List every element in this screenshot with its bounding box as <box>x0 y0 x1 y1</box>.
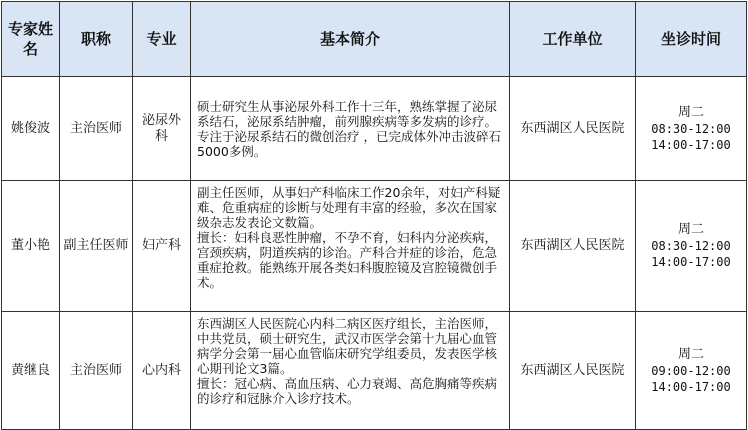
header-bio: 基本简介 <box>191 2 510 77</box>
expert-schedule-table <box>1 1 747 430</box>
expert-bio <box>191 181 510 312</box>
expert-name: 姚俊波 <box>2 77 60 181</box>
bio-paragraph: 硕士研究生从事泌尿外科工作十三年，熟练掌握了泌尿系结石，泌尿系结肿瘤，前列腺疾病等多发病的诊疗。专注于泌尿系结石的微创治疗 ，已完成体外冲击波碎石5000多例。 <box>197 98 501 159</box>
schedule-slot-morning: 08:30-12:00 <box>651 239 731 253</box>
expert-schedule <box>636 312 747 430</box>
expert-bio <box>191 77 510 181</box>
table-body <box>2 77 747 430</box>
title-text: 副主任医师 <box>63 238 129 253</box>
header-specialty: 专业 <box>133 2 191 77</box>
header-schedule: 坐诊时间 <box>636 2 747 77</box>
schedule-slot-afternoon: 14:00-17:00 <box>651 137 731 152</box>
expert-specialty <box>133 77 191 181</box>
table-row <box>2 77 747 181</box>
table-header <box>2 2 747 77</box>
expert-unit: 东西湖区人民医院 <box>510 77 636 181</box>
expert-name: 黄继良 <box>2 312 60 430</box>
expert-title <box>60 181 133 312</box>
header-title: 职称 <box>60 2 133 77</box>
schedule-slot-afternoon: 14:00-17:00 <box>651 255 731 269</box>
header-name: 专家姓名 <box>2 2 60 77</box>
schedule-day: 周二 <box>677 346 704 362</box>
header-row <box>2 2 747 77</box>
expert-specialty: 心内科 <box>133 312 191 430</box>
bio-paragraph: 副主任医师，从事妇产科临床工作20余年，对妇产科疑难、危重病症的诊断与处理有丰富的经验，多次在国家级杂志发表论文数篇。 <box>197 185 501 230</box>
bio-paragraph: 擅长：冠心病、高血压病、心力衰竭、高危胸痛等疾病的诊疗和冠脉介入诊疗技术。 <box>197 376 498 406</box>
schedule-slot-morning: 09:00-12:00 <box>651 363 731 378</box>
expert-schedule <box>636 77 747 181</box>
header-unit: 工作单位 <box>510 2 636 77</box>
expert-unit: 东西湖区人民医院 <box>510 312 636 430</box>
table-row <box>2 312 747 430</box>
expert-bio <box>191 312 510 430</box>
schedule-day: 周二 <box>677 104 704 120</box>
table-row <box>2 181 747 312</box>
expert-title: 主治医师 <box>60 312 133 430</box>
expert-unit: 东西湖区人民医院 <box>510 181 636 312</box>
bio-paragraph: 东西湖区人民医院心内科二病区医疗组长，主治医师，中共党员，硕士研究生，武汉市医学会第十九届心血管病学分会第一届心血管临床研究学组委员，发表医学核心期刊论文3篇。 <box>197 316 498 376</box>
schedule-slot-morning: 08:30-12:00 <box>651 121 731 136</box>
specialty-text: 泌尿外科 <box>141 112 181 144</box>
expert-schedule <box>636 181 747 312</box>
expert-title: 主治医师 <box>60 77 133 181</box>
expert-specialty: 妇产科 <box>133 181 191 312</box>
schedule-slot-afternoon: 14:00-17:00 <box>651 379 731 394</box>
expert-name: 董小艳 <box>2 181 60 312</box>
schedule-day: 周二 <box>677 222 704 237</box>
bio-paragraph: 擅长：妇科良恶性肿瘤，不孕不育，妇科内分泌疾病，宫颈疾病，阴道疾病的诊治。产科合并症的诊治，危急重症抢救。能熟练开展各类妇科腹腔镜及宫腔镜微创手术。 <box>197 230 498 290</box>
